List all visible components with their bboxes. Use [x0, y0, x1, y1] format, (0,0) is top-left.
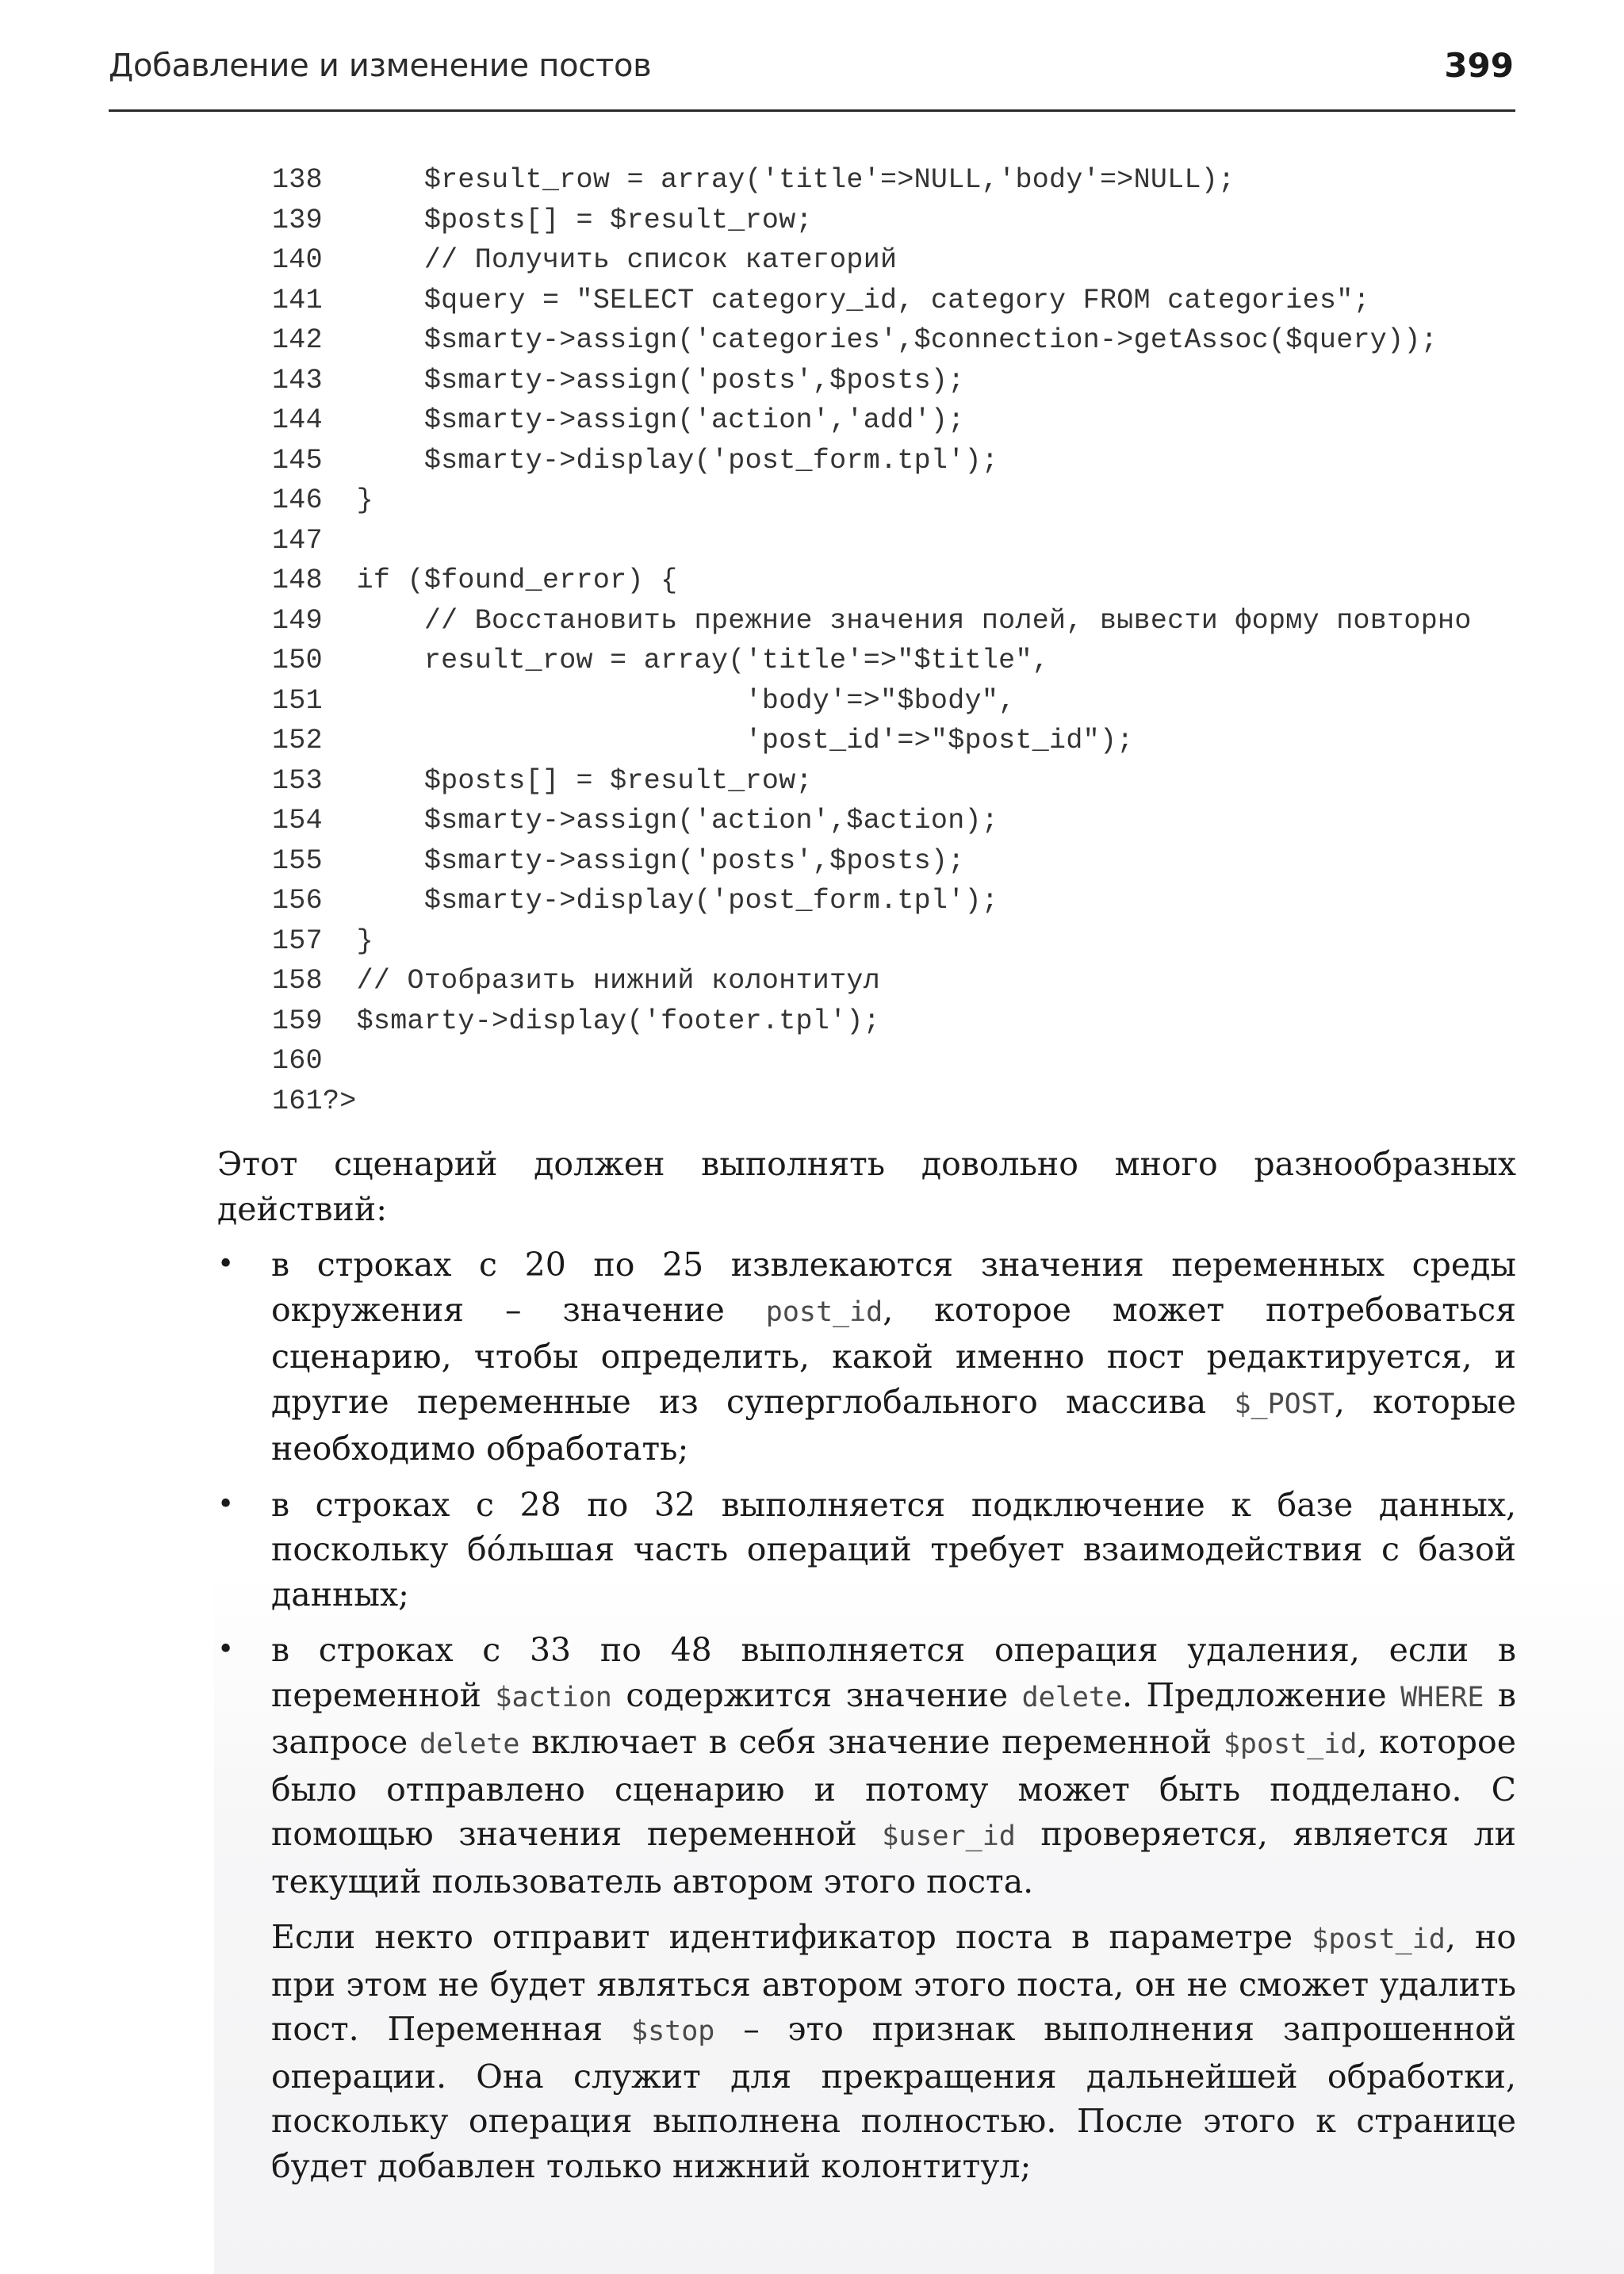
code-line	[272, 881, 1509, 921]
code-text: $smarty->assign('action',$action);	[323, 805, 999, 836]
code-text: $query = "SELECT category_id, category FROM categories";	[323, 284, 1370, 316]
code-listing	[272, 160, 1509, 1121]
code-text: }	[323, 925, 373, 957]
code-text: $smarty->assign('action','add');	[323, 404, 965, 436]
code-line	[272, 521, 1509, 561]
code-text: $smarty->assign('posts',$posts);	[323, 364, 965, 396]
list-item-text: , которое было отправлено сценарию и потому может быть подделано. С помощью значения переменной	[271, 1723, 1516, 1853]
inline-code: WHERE	[1400, 1681, 1484, 1713]
inline-code: $stop	[631, 2016, 715, 2047]
code-text: $smarty->display('post_form.tpl');	[323, 885, 999, 917]
line-number: 139	[272, 204, 323, 236]
code-line	[272, 480, 1509, 521]
line-number: 146	[272, 484, 323, 516]
list-item-text: . Предложение	[1122, 1675, 1401, 1714]
code-line	[272, 721, 1509, 761]
line-number: 142	[272, 324, 323, 356]
line-number: 144	[272, 404, 323, 436]
code-text: $posts[] = $result_row;	[323, 764, 813, 797]
list-item	[217, 1242, 1516, 1472]
list-item-text: включает в себя значение переменной	[519, 1723, 1224, 1761]
line-number: 140	[272, 244, 323, 276]
inline-code: $post_id	[1223, 1728, 1358, 1760]
code-text: // Отобразить нижний колонтитул	[323, 965, 881, 997]
code-line	[272, 201, 1509, 241]
code-text: }	[323, 484, 373, 516]
inline-code: $_POST	[1234, 1388, 1335, 1420]
inline-code: $post_id	[1312, 1924, 1446, 1955]
bullet-marker: •	[217, 1633, 235, 1666]
list-item-text: в запросе	[271, 1675, 1516, 1761]
code-text: $smarty->assign('categories',$connection->getAssoc($query));	[323, 324, 1438, 356]
body-text	[217, 1142, 1516, 2188]
line-number: 158	[272, 965, 323, 997]
code-line	[272, 441, 1509, 481]
code-text: $result_row = array('title'=>NULL,'body'=>NULL);	[323, 164, 1235, 196]
code-line	[272, 761, 1509, 802]
code-line	[272, 361, 1509, 401]
line-number: 147	[272, 524, 323, 557]
line-number: 143	[272, 364, 323, 396]
inline-code: $action	[495, 1681, 612, 1713]
line-number: 157	[272, 925, 323, 957]
code-text: $smarty->assign('posts',$posts);	[323, 844, 965, 877]
paragraph-text: – это признак выполнения запрошенной операции. Она служит для прекращения дальнейшей обработки, поскольку операция выполнена полностью. После этого к странице будет добавлен только нижний колонтитул;	[271, 2010, 1516, 2185]
list-item-text: , которые необходимо обработать;	[271, 1382, 1516, 1468]
line-number: 145	[272, 444, 323, 477]
code-text: $smarty->display('post_form.tpl');	[323, 444, 999, 477]
code-text: // Получить список категорий	[323, 244, 898, 276]
bullet-marker: •	[217, 1487, 235, 1521]
inline-code: delete	[419, 1728, 520, 1760]
list-item-text: в строках с 28 по 32 выполняется подключение к базе данных, поскольку бóльшая часть операций требует взаимодействия с базой данных;	[271, 1485, 1516, 1614]
inline-code: $user_id	[882, 1820, 1016, 1852]
list-item-text: в строках с 20 по 25 извлекаются значения переменных среды окружения – значение	[271, 1246, 1516, 1329]
line-number: 154	[272, 805, 323, 836]
inline-code: post_id	[765, 1296, 883, 1328]
code-text: $posts[] = $result_row;	[323, 204, 813, 236]
inline-code: delete	[1021, 1681, 1123, 1713]
code-line	[272, 841, 1509, 882]
code-line	[272, 1041, 1509, 1081]
code-line	[272, 160, 1509, 201]
line-number: 149	[272, 604, 323, 637]
list-item	[217, 1628, 1516, 1904]
line-number: 161	[272, 1085, 323, 1117]
list-item-text: , которое может потребоваться сценарию, чтобы определить, какой именно пост редактируется, и другие переменные из суперглобального массива	[271, 1290, 1516, 1421]
code-line	[272, 400, 1509, 441]
code-line	[272, 1001, 1509, 1042]
line-number: 152	[272, 725, 323, 756]
line-number: 138	[272, 164, 323, 196]
list-item-text: проверяется, является ли текущий пользователь автором этого поста.	[271, 1815, 1516, 1901]
code-line	[272, 961, 1509, 1001]
page-number: 399	[1444, 46, 1514, 85]
line-number: 148	[272, 565, 323, 596]
code-text: // Восстановить прежние значения полей, вывести форму повторно	[323, 604, 1472, 637]
line-number: 151	[272, 684, 323, 717]
code-line	[272, 240, 1509, 281]
running-header	[109, 44, 1515, 112]
line-number: 160	[272, 1045, 323, 1077]
code-line	[272, 641, 1509, 681]
line-number: 153	[272, 764, 323, 797]
line-number: 150	[272, 645, 323, 676]
code-line	[272, 681, 1509, 722]
code-text: ?>	[323, 1085, 357, 1117]
code-line	[272, 801, 1509, 841]
bullet-marker: •	[217, 1248, 235, 1281]
paragraph-text: Если некто отправит идентификатор поста в параметре	[271, 1918, 1312, 1956]
code-text: if ($found_error) {	[323, 565, 678, 596]
paragraph-text: , но при этом не будет являться автором этого поста, он не сможет удалить пост. Переменная	[271, 1918, 1517, 2048]
code-line	[272, 561, 1509, 601]
code-line	[272, 320, 1509, 361]
code-line	[272, 1081, 1509, 1122]
code-text: 'post_id'=>"$post_id");	[323, 725, 1134, 756]
line-number: 156	[272, 885, 323, 917]
code-text: $smarty->display('footer.tpl');	[323, 1005, 881, 1037]
code-line	[272, 921, 1509, 962]
list-item	[217, 1483, 1516, 1617]
code-text: result_row = array('title'=>"$title",	[323, 645, 1050, 676]
intro-paragraph: Этот сценарий должен выполнять довольно много разнообразных действий:	[217, 1145, 1516, 1228]
line-number: 159	[272, 1005, 323, 1037]
line-number: 155	[272, 844, 323, 877]
list-item-text: в строках с 33 по 48 выполняется операция удаления, если в переменной	[271, 1631, 1516, 1714]
code-line	[272, 601, 1509, 641]
list-item-text: содержится значение	[611, 1675, 1022, 1714]
line-number: 141	[272, 284, 323, 316]
code-text: 'body'=>"$body",	[323, 684, 1016, 717]
header-title: Добавление и изменение постов	[109, 48, 652, 84]
code-line	[272, 281, 1509, 321]
continuation-paragraph	[217, 1915, 1516, 2188]
